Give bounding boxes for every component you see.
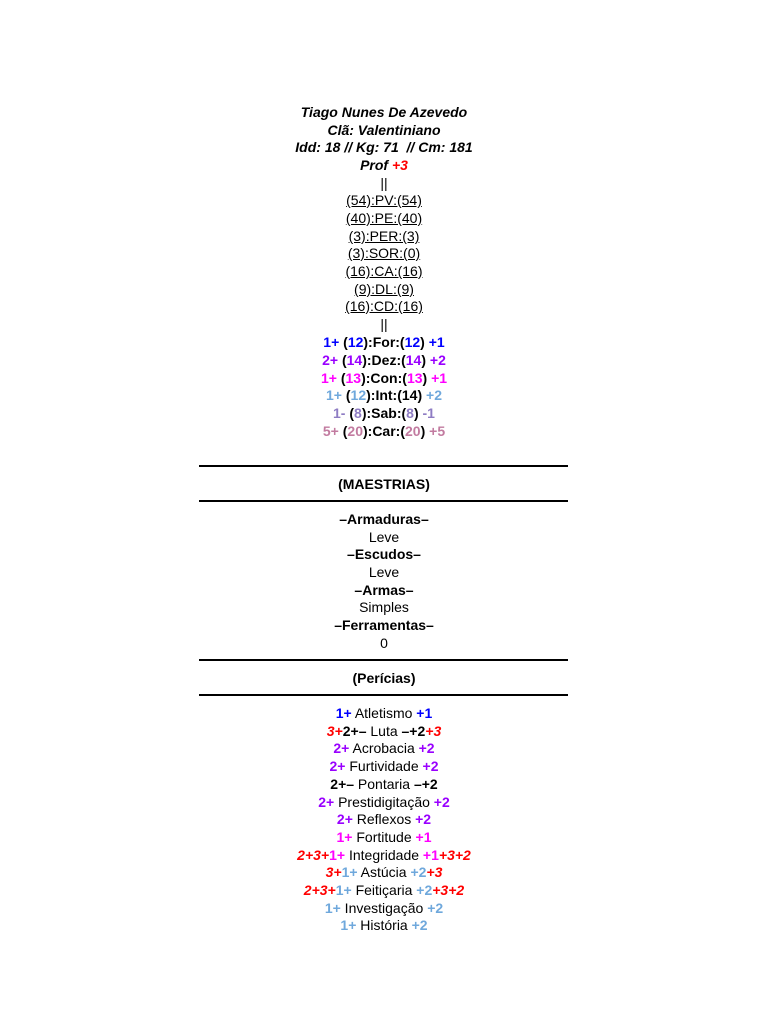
skill-bonus-right: +3 (425, 723, 442, 739)
attribute-name: ):Int:(14) (366, 387, 423, 403)
divider (199, 465, 568, 467)
attribute-row (0, 369, 768, 387)
skill-bonus-right: +2 (410, 864, 427, 880)
skill-bonus-left: 3+ (326, 723, 343, 739)
skill-bonus-right: +1 (416, 705, 433, 721)
attribute-name: ):Dez:( (362, 352, 406, 368)
character-stats-line: Idd: 18 // Kg: 71 // Cm: 181 (295, 139, 473, 155)
attribute-current: 13 (406, 370, 423, 386)
attribute-modifier: +1 (431, 370, 448, 386)
skill-name: Prestidigitação (334, 794, 434, 810)
separator: || (380, 175, 388, 191)
character-clan: Clã: Valentiniano (327, 122, 441, 138)
skill-bonus-left: 2+ (333, 740, 350, 756)
attribute-base: 13 (345, 370, 362, 386)
skill-row (0, 757, 768, 775)
vital-pv: (54):PV:(54) (346, 192, 422, 208)
vital-dl: (9):DL:(9) (354, 281, 414, 297)
skill-row (0, 899, 768, 917)
attribute-base: 20 (347, 423, 363, 439)
attribute-paren: ( (340, 370, 346, 386)
skill-bonus-right: +2 (422, 758, 439, 774)
skill-bonus-left: 2+3+ (297, 847, 330, 863)
skill-bonus-left: 2+– (342, 723, 367, 739)
attribute-prefix: 5+ (322, 423, 343, 439)
skill-name: Pontaria (354, 776, 414, 792)
mastery-value: 0 (380, 635, 388, 651)
divider (199, 659, 568, 661)
mastery-value: Leve (368, 529, 400, 545)
skill-bonus-left: 1+ (336, 829, 353, 845)
skill-name: Furtividade (345, 758, 423, 774)
attribute-modifier: +2 (429, 352, 446, 368)
attribute-paren: ) (421, 352, 430, 368)
skill-row (0, 704, 768, 722)
mastery-value: Simples (359, 599, 409, 615)
skill-bonus-left: 1+ (329, 847, 346, 863)
divider (199, 694, 568, 696)
skill-bonus-left: 1+ (324, 900, 341, 916)
attribute-base: 14 (346, 352, 363, 368)
skill-bonus-right: +3+2 (432, 882, 465, 898)
attribute-paren: ( (349, 405, 355, 421)
attribute-modifier: -1 (422, 405, 435, 421)
skill-name: Integridade (345, 847, 423, 863)
mastery-heading: –Ferramentas– (334, 617, 434, 633)
skill-name: Astúcia (357, 864, 411, 880)
vital-pe: (40):PE:(40) (345, 210, 423, 226)
skill-name: Acrobacia (349, 740, 419, 756)
masteries-title: (MAESTRIAS) (338, 476, 430, 492)
attribute-prefix: 1+ (323, 334, 344, 350)
skill-bonus-left: 1+ (340, 917, 357, 933)
vital-sor: (3):SOR:(0) (347, 245, 421, 261)
skill-row (0, 739, 768, 757)
skill-bonus-left: 1+ (335, 705, 352, 721)
skill-bonus-right: +3 (426, 864, 443, 880)
character-name: Tiago Nunes De Azevedo (300, 104, 468, 120)
skill-bonus-left: 2+– (330, 776, 355, 792)
attribute-row (0, 351, 768, 369)
attribute-modifier: +1 (428, 334, 445, 350)
attribute-prefix: 2+ (322, 352, 342, 368)
skills-title: (Perícias) (352, 670, 416, 686)
skill-name: Fortitude (352, 829, 416, 845)
skill-bonus-left: 2+ (318, 794, 335, 810)
attribute-name: ):For:( (363, 334, 405, 350)
skill-name: História (356, 917, 412, 933)
attribute-prefix: 1- (333, 405, 350, 421)
mastery-heading: –Escudos– (347, 546, 421, 562)
skill-bonus-right: –+2 (413, 776, 438, 792)
skill-row (0, 793, 768, 811)
proficiency-label: Prof (360, 157, 389, 173)
attribute-base: 12 (350, 387, 367, 403)
attribute-row (0, 386, 768, 404)
skill-row (0, 881, 768, 899)
attribute-row (0, 333, 768, 351)
attribute-modifier: +5 (429, 423, 446, 439)
attribute-name: ):Con:( (361, 370, 407, 386)
skill-bonus-left: 2+3+ (303, 882, 336, 898)
skill-name: Investigação (340, 900, 428, 916)
skill-bonus-right: +2 (416, 882, 433, 898)
skill-bonus-right: +3+2 (438, 847, 471, 863)
proficiency-value: +3 (391, 157, 408, 173)
skill-row (0, 828, 768, 846)
vital-cd: (16):CD:(16) (345, 298, 423, 314)
skill-bonus-right: +1 (422, 847, 439, 863)
attribute-name: ):Car:( (363, 423, 405, 439)
skill-bonus-left: 2+ (329, 758, 346, 774)
skill-row (0, 863, 768, 881)
attribute-modifier: +2 (426, 387, 442, 403)
skill-name: Atletismo (351, 705, 417, 721)
attribute-paren: ( (341, 352, 347, 368)
vital-ca: (16):CA:(16) (345, 263, 423, 279)
separator: || (380, 316, 388, 332)
skill-bonus-left: 1+ (341, 864, 358, 880)
attribute-row (0, 422, 768, 440)
skill-bonus-right: –+2 (401, 723, 426, 739)
skill-bonus-right: +2 (418, 740, 435, 756)
attribute-paren: ) (422, 370, 432, 386)
skill-bonus-left: 2+ (336, 811, 353, 827)
attribute-current: 12 (404, 334, 421, 350)
skill-bonus-right: +2 (415, 811, 432, 827)
attribute-row (0, 404, 768, 422)
attribute-paren: ( (343, 334, 348, 350)
skill-row (0, 916, 768, 934)
mastery-heading: –Armaduras– (339, 511, 429, 527)
skill-name: Reflexos (352, 811, 416, 827)
skill-bonus-right: +1 (415, 829, 432, 845)
attribute-base: 8 (354, 405, 362, 421)
mastery-value: Leve (368, 564, 400, 580)
skill-bonus-right: +2 (433, 794, 450, 810)
skill-name: Feitiçaria (351, 882, 417, 898)
attribute-paren: ( (342, 423, 348, 439)
attribute-current: 14 (405, 352, 422, 368)
attribute-paren: ) (420, 334, 429, 350)
attribute-current: 20 (405, 423, 421, 439)
skill-bonus-left: 3+ (325, 864, 342, 880)
attribute-prefix: 1+ (326, 387, 346, 403)
proficiency-line (0, 156, 768, 174)
skill-row (0, 810, 768, 828)
divider (199, 500, 568, 502)
attribute-paren: ) (413, 405, 423, 421)
mastery-heading: –Armas– (354, 582, 414, 598)
attribute-current: 8 (406, 405, 414, 421)
skill-bonus-right: +2 (411, 917, 428, 933)
skill-row (0, 846, 768, 864)
skill-bonus-left: 1+ (335, 882, 352, 898)
attribute-name: ):Sab:( (361, 405, 407, 421)
attribute-base: 12 (347, 334, 364, 350)
attribute-paren: ) (420, 423, 430, 439)
skill-name: Luta (366, 723, 402, 739)
vital-per: (3):PER:(3) (348, 228, 420, 244)
skill-row (0, 775, 768, 793)
skill-row (0, 722, 768, 740)
attribute-paren: ( (345, 387, 351, 403)
skill-bonus-right: +2 (427, 900, 444, 916)
attribute-prefix: 1+ (320, 370, 341, 386)
